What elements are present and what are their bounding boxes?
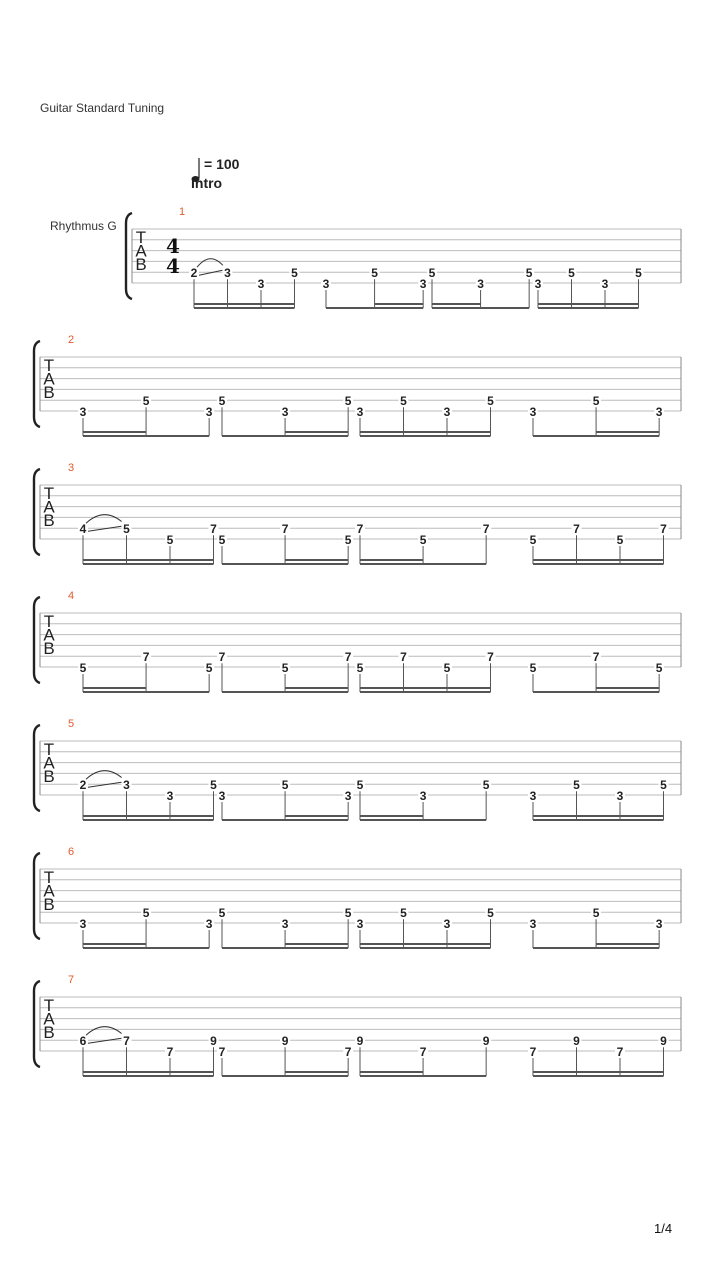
fret-number: 7 bbox=[123, 1034, 130, 1049]
fret-number: 7 bbox=[616, 1045, 624, 1059]
fret-number: 7 bbox=[142, 650, 150, 665]
fret-number: 5 bbox=[142, 394, 150, 409]
system-bracket bbox=[34, 981, 40, 1067]
fret-number: 7 bbox=[344, 650, 352, 665]
fret-number: 5 bbox=[573, 778, 580, 793]
measure-number: 4 bbox=[68, 590, 75, 602]
fret-number: 5 bbox=[529, 533, 537, 547]
measure-system bbox=[34, 590, 681, 692]
fret-number: 5 bbox=[487, 394, 494, 409]
fret-number: 5 bbox=[142, 906, 150, 921]
tie-arc bbox=[86, 771, 124, 780]
fret-number: 7 bbox=[356, 522, 364, 537]
fret-number: 7 bbox=[210, 522, 217, 537]
fret-number: 5 bbox=[529, 661, 537, 675]
fret-number: 5 bbox=[356, 778, 364, 793]
track-name: Rhythmus G bbox=[50, 219, 117, 233]
measure-number: 1 bbox=[179, 206, 186, 218]
tab-clef-letter: B bbox=[135, 255, 147, 274]
fret-number: 5 bbox=[482, 778, 490, 793]
system-bracket bbox=[126, 213, 132, 299]
fret-number: 5 bbox=[660, 778, 667, 793]
fret-number: 3 bbox=[281, 405, 289, 419]
tab-clef-letter: B bbox=[43, 895, 55, 914]
measure-system bbox=[34, 334, 681, 436]
fret-number: 9 bbox=[482, 1034, 490, 1049]
fret-number: 5 bbox=[218, 394, 226, 409]
tie-arc bbox=[86, 515, 124, 524]
system-bracket bbox=[34, 469, 40, 555]
fret-number: 3 bbox=[344, 789, 352, 803]
fret-number: 7 bbox=[592, 650, 600, 665]
fret-number: 5 bbox=[592, 394, 600, 409]
fret-number: 3 bbox=[281, 917, 289, 931]
tab-clef-letter: A bbox=[43, 1009, 55, 1029]
fret-number: 5 bbox=[281, 778, 289, 793]
fret-number: 5 bbox=[79, 661, 87, 675]
fret-number: 9 bbox=[356, 1034, 364, 1049]
fret-number: 7 bbox=[529, 1045, 537, 1059]
time-signature-top: 4 bbox=[166, 234, 180, 258]
tab-clef-letter: T bbox=[43, 740, 55, 759]
fret-number: 9 bbox=[573, 1034, 580, 1049]
fret-number: 7 bbox=[660, 522, 667, 537]
measure-system bbox=[34, 718, 681, 820]
fret-number: 5 bbox=[487, 906, 494, 921]
fret-number: 5 bbox=[344, 533, 352, 547]
fret-number: 5 bbox=[356, 661, 364, 675]
fret-number: 6 bbox=[79, 1034, 87, 1049]
fret-number: 3 bbox=[443, 917, 451, 931]
tie-arc bbox=[86, 1027, 124, 1036]
fret-number: 3 bbox=[601, 277, 609, 291]
fret-number: 9 bbox=[210, 1034, 217, 1049]
time-signature-bottom: 4 bbox=[166, 254, 180, 278]
fret-number: 7 bbox=[419, 1045, 427, 1059]
fret-number: 7 bbox=[344, 1045, 352, 1059]
fret-number: 3 bbox=[419, 277, 427, 291]
tab-clef-letter: T bbox=[43, 356, 55, 375]
fret-number: 5 bbox=[371, 266, 378, 281]
measure-number: 2 bbox=[68, 334, 75, 346]
system-bracket bbox=[34, 853, 40, 939]
page-number: 1/4 bbox=[654, 1221, 673, 1236]
fret-number: 3 bbox=[224, 266, 231, 281]
fret-number: 5 bbox=[428, 266, 436, 281]
tab-clef-letter: T bbox=[43, 612, 55, 631]
tie-arc bbox=[197, 259, 225, 268]
measure-number: 6 bbox=[68, 846, 75, 858]
fret-number: 3 bbox=[655, 405, 663, 419]
fret-number: 7 bbox=[218, 1045, 226, 1059]
fret-number: 7 bbox=[573, 522, 580, 537]
tuning-label: Guitar Standard Tuning bbox=[40, 101, 165, 115]
fret-number: 5 bbox=[443, 661, 451, 675]
fret-number: 5 bbox=[635, 266, 642, 281]
tab-clef-letter: T bbox=[43, 996, 55, 1015]
measure-system bbox=[34, 462, 681, 564]
system-bracket bbox=[34, 341, 40, 427]
measure-system bbox=[126, 206, 681, 308]
tab-clef-letter: B bbox=[43, 383, 55, 402]
tempo-marking: = 100 bbox=[204, 156, 240, 172]
fret-number: 3 bbox=[419, 789, 427, 803]
tab-clef-letter: A bbox=[43, 753, 55, 773]
tab-clef-letter: A bbox=[43, 625, 55, 645]
tab-clef-letter: A bbox=[135, 241, 147, 261]
fret-number: 9 bbox=[660, 1034, 667, 1049]
fret-number: 3 bbox=[356, 917, 364, 931]
measure-number: 7 bbox=[68, 974, 75, 986]
fret-number: 3 bbox=[205, 917, 213, 931]
fret-number: 3 bbox=[529, 405, 537, 419]
system-bracket bbox=[34, 597, 40, 683]
fret-number: 4 bbox=[79, 522, 87, 537]
fret-number: 5 bbox=[210, 778, 217, 793]
fret-number: 5 bbox=[123, 522, 130, 537]
tab-clef-letter: B bbox=[43, 767, 55, 786]
fret-number: 3 bbox=[356, 405, 364, 419]
fret-number: 5 bbox=[592, 906, 600, 921]
measure-number: 5 bbox=[68, 718, 75, 730]
tab-clef-letter: B bbox=[43, 639, 55, 658]
fret-number: 5 bbox=[616, 533, 624, 547]
fret-number: 3 bbox=[529, 789, 537, 803]
fret-number: 5 bbox=[205, 661, 213, 675]
tab-clef-letter: A bbox=[43, 497, 55, 517]
section-marker: Intro bbox=[191, 175, 223, 191]
fret-number: 5 bbox=[281, 661, 289, 675]
fret-number: 5 bbox=[525, 266, 533, 281]
fret-number: 5 bbox=[218, 906, 226, 921]
tab-clef-letter: A bbox=[43, 881, 55, 901]
fret-number: 3 bbox=[218, 789, 226, 803]
fret-number: 3 bbox=[477, 277, 484, 291]
measure-system bbox=[34, 846, 681, 948]
fret-number: 7 bbox=[166, 1045, 174, 1059]
fret-number: 5 bbox=[344, 906, 352, 921]
tab-clef-letter: T bbox=[43, 484, 55, 503]
fret-number: 2 bbox=[79, 778, 87, 793]
fret-number: 5 bbox=[400, 394, 407, 409]
fret-number: 3 bbox=[529, 917, 537, 931]
fret-number: 5 bbox=[568, 266, 575, 281]
fret-number: 7 bbox=[218, 650, 226, 665]
fret-number: 3 bbox=[166, 789, 174, 803]
fret-number: 3 bbox=[79, 917, 87, 931]
tab-clef-letter: B bbox=[43, 511, 55, 530]
fret-number: 3 bbox=[616, 789, 624, 803]
fret-number: 5 bbox=[419, 533, 427, 547]
fret-number: 3 bbox=[443, 405, 451, 419]
fret-number: 5 bbox=[400, 906, 407, 921]
fret-number: 2 bbox=[190, 266, 198, 281]
fret-number: 5 bbox=[218, 533, 226, 547]
fret-number: 5 bbox=[655, 661, 663, 675]
fret-number: 3 bbox=[123, 778, 130, 793]
fret-number: 3 bbox=[205, 405, 213, 419]
fret-number: 3 bbox=[534, 277, 542, 291]
measure-number: 3 bbox=[68, 462, 75, 474]
measure-system bbox=[34, 974, 681, 1076]
tab-clef-letter: T bbox=[43, 868, 55, 887]
fret-number: 5 bbox=[291, 266, 298, 281]
fret-number: 3 bbox=[79, 405, 87, 419]
fret-number: 7 bbox=[400, 650, 407, 665]
tab-clef-letter: T bbox=[135, 228, 147, 247]
fret-number: 7 bbox=[482, 522, 490, 537]
fret-number: 9 bbox=[281, 1034, 289, 1049]
tab-clef-letter: B bbox=[43, 1023, 55, 1042]
system-bracket bbox=[34, 725, 40, 811]
fret-number: 3 bbox=[257, 277, 265, 291]
fret-number: 7 bbox=[281, 522, 289, 537]
fret-number: 3 bbox=[655, 917, 663, 931]
fret-number: 3 bbox=[322, 277, 330, 291]
fret-number: 5 bbox=[344, 394, 352, 409]
fret-number: 7 bbox=[487, 650, 494, 665]
tab-clef-letter: A bbox=[43, 369, 55, 389]
fret-number: 5 bbox=[166, 533, 174, 547]
